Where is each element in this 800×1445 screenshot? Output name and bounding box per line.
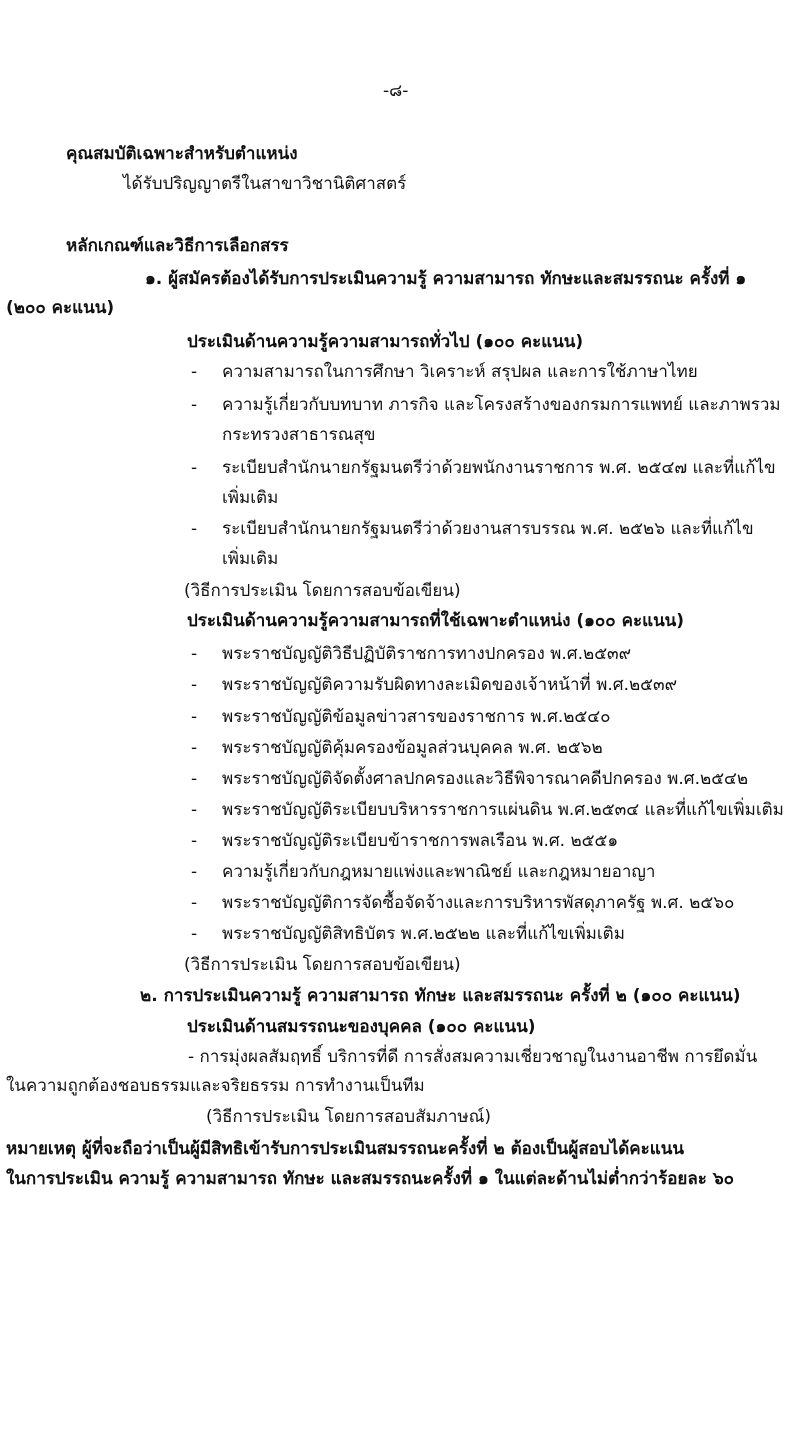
list-item: ความรู้เกี่ยวกับบทบาท ภารกิจ และโครงสร้างของกรมการแพทย์ และภาพรวม xyxy=(222,395,781,415)
item1-title: ๑. ผู้สมัครต้องได้รับการประเมินความรู้ ความสามารถ ทักษะและสมรรถนะ ครั้งที่ ๑ xyxy=(145,269,747,289)
item2-title: ๒. การประเมินความรู้ ความสามารถ ทักษะ และสมรรถนะ ครั้งที่ ๒ (๑๐๐ คะแนน) xyxy=(140,986,741,1006)
list-item-cont: เพิ่มเติม xyxy=(222,488,279,508)
list-bullet: - xyxy=(191,738,198,758)
general-method: (วิธีการประเมิน โดยการสอบข้อเขียน) xyxy=(184,581,461,601)
page-number: -๘- xyxy=(383,81,409,101)
list-item: พระราชบัญญัติข้อมูลข่าวสารของราชการ พ.ศ.๒๕๔๐ xyxy=(222,707,611,727)
list-item: ระเบียบสำนักนายกรัฐมนตรีว่าด้วยงานสารบรรณ พ.ศ. ๒๕๒๖ และที่แก้ไข xyxy=(222,519,754,539)
qualification-text: ได้รับปริญญาตรีในสาขาวิชานิติศาสตร์ xyxy=(123,174,407,194)
item1-title-cont: (๒๐๐ คะแนน) xyxy=(6,298,115,318)
list-bullet: - xyxy=(191,395,198,415)
list-bullet: - xyxy=(191,707,198,727)
specific-heading: ประเมินด้านความรู้ความสามารถที่ใช้เฉพาะตำแหน่ง (๑๐๐ คะแนน) xyxy=(187,611,685,631)
list-bullet: - xyxy=(191,362,198,382)
competency-text-cont: ในความถูกต้องชอบธรรมและจริยธรรม การทำงานเป็นทีม xyxy=(6,1076,425,1096)
list-bullet: - xyxy=(191,893,198,913)
list-bullet: - xyxy=(191,675,198,695)
list-item-cont: กระทรวงสาธารณสุข xyxy=(222,425,376,445)
list-bullet: - xyxy=(191,519,198,539)
list-bullet: - xyxy=(191,831,198,851)
criteria-heading: หลักเกณฑ์และวิธีการเลือกสรร xyxy=(66,236,289,256)
competency-heading: ประเมินด้านสมรรถนะของบุคคล (๑๐๐ คะแนน) xyxy=(187,1017,536,1037)
list-item: ความสามารถในการศึกษา วิเคราะห์ สรุปผล และการใช้ภาษาไทย xyxy=(222,362,698,382)
list-bullet: - xyxy=(191,458,198,478)
specific-method: (วิธีการประเมิน โดยการสอบข้อเขียน) xyxy=(184,955,461,975)
list-bullet: - xyxy=(191,644,198,664)
list-item: พระราชบัญญัติสิทธิบัตร พ.ศ.๒๕๒๒ และที่แก้ไขเพิ่มเติม xyxy=(222,924,625,944)
list-bullet: - xyxy=(191,800,198,820)
note-line: หมายเหตุ ผู้ที่จะถือว่าเป็นผู้มีสิทธิเข้ารับการประเมินสมรรถนะครั้งที่ ๒ ต้องเป็นผู้สอบได้คะแนน xyxy=(6,1139,684,1159)
list-item: พระราชบัญญัติคุ้มครองข้อมูลส่วนบุคคล พ.ศ. ๒๕๖๒ xyxy=(222,738,603,758)
list-item: ความรู้เกี่ยวกับกฎหมายแพ่งและพาณิชย์ และกฎหมายอาญา xyxy=(222,862,656,882)
note-line-cont: ในการประเมิน ความรู้ ความสามารถ ทักษะ และสมรรถนะครั้งที่ ๑ ในแต่ละด้านไม่ต่ำกว่าร้อยละ ๖๐ xyxy=(6,1169,735,1189)
list-item: พระราชบัญญัติการจัดซื้อจัดจ้างและการบริหารพัสดุภาครัฐ พ.ศ. ๒๕๖๐ xyxy=(222,893,735,913)
list-item: พระราชบัญญัติวิธีปฏิบัติราชการทางปกครอง พ.ศ.๒๕๓๙ xyxy=(222,644,632,664)
competency-method: (วิธีการประเมิน โดยการสอบสัมภาษณ์) xyxy=(206,1107,492,1127)
list-item: พระราชบัญญัติระเบียบบริหารราชการแผ่นดิน พ.ศ.๒๕๓๔ และที่แก้ไขเพิ่มเติม xyxy=(222,800,784,820)
list-bullet: - xyxy=(191,769,198,789)
list-item: พระราชบัญญัติระเบียบข้าราชการพลเรือน พ.ศ. ๒๕๕๑ xyxy=(222,831,619,851)
list-bullet: - xyxy=(191,862,198,882)
list-item: พระราชบัญญัติจัดตั้งศาลปกครองและวิธีพิจารณาคดีปกครอง พ.ศ.๒๕๔๒ xyxy=(222,769,749,789)
competency-text: - การมุ่งผลสัมฤทธิ์ บริการที่ดี การสั่งสมความเชี่ยวชาญในงานอาชีพ การยึดมั่น xyxy=(188,1047,758,1067)
list-item: ระเบียบสำนักนายกรัฐมนตรีว่าด้วยพนักงานราชการ พ.ศ. ๒๕๔๗ และที่แก้ไข xyxy=(222,458,776,478)
general-heading: ประเมินด้านความรู้ความสามารถทั่วไป (๑๐๐ คะแนน) xyxy=(187,332,584,352)
list-bullet: - xyxy=(191,924,198,944)
list-item-cont: เพิ่มเติม xyxy=(222,549,279,569)
list-item: พระราชบัญญัติความรับผิดทางละเมิดของเจ้าหน้าที่ พ.ศ.๒๕๓๙ xyxy=(222,675,678,695)
qualification-heading: คุณสมบัติเฉพาะสำหรับตำแหน่ง xyxy=(66,144,298,164)
